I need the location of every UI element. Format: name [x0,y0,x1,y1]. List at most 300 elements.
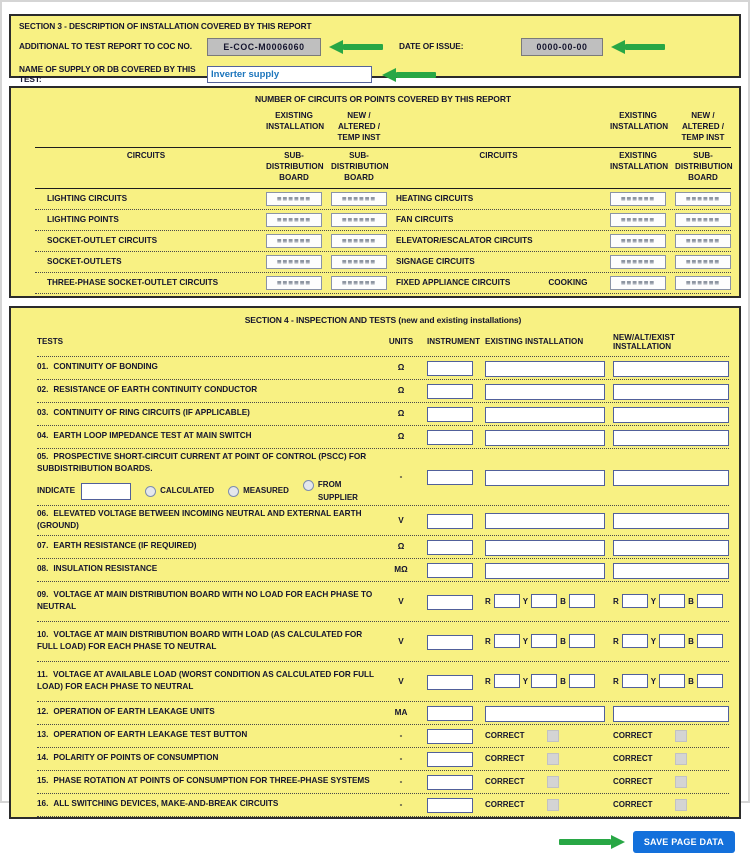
units-value: Ω [397,542,405,551]
supply-name-label: NAME OF SUPPLY OR DB COVERED BY THIS TEST: [19,63,196,84]
units-value: - [399,800,403,809]
test-label [37,451,375,503]
phase-label: R [485,676,491,686]
test-number: 05. [37,451,49,461]
test-number: 15. [37,776,49,786]
test-row [37,426,729,449]
units-value: V [398,596,404,606]
phase-label: R [613,636,619,646]
circuit-label [396,194,601,203]
arrow-right-icon [559,835,625,849]
pscc-option [145,486,214,497]
test-label [37,508,375,533]
phase-b-input[interactable] [569,634,595,648]
phase-r-input[interactable] [622,674,648,688]
existing-installation-input[interactable] [485,540,605,556]
circuits-header-row-2 [35,147,731,189]
instrument-input[interactable] [427,595,473,610]
new-correct-cell [613,776,729,788]
test-number: 12. [37,707,49,717]
phase-y-input[interactable] [531,594,557,608]
circuit-count-input[interactable]: ≡≡≡≡≡≡ [675,213,731,227]
test-number: 11. [37,669,48,679]
col-sub-distribution-board: SUB-DISTRIBUTION BOARD [331,150,389,182]
existing-phase-voltage-group [485,594,605,608]
circuit-count-input[interactable]: ≡≡≡≡≡≡ [331,255,387,269]
radio-button[interactable] [303,480,314,491]
circuit-label: SOCKET-OUTLET CIRCUITS [47,236,158,246]
existing-installation-input[interactable] [485,706,605,722]
tests-header-row [37,329,729,357]
test-label [37,361,375,373]
correct-checkbox[interactable] [675,776,687,788]
phase-y-input[interactable] [659,674,685,688]
phase-label: Y [650,636,657,646]
instrument-input[interactable] [427,706,473,721]
pscc-option-text: FROM [317,480,342,490]
test-row [37,536,729,559]
test-number: 01. [37,362,49,372]
existing-installation-input[interactable] [485,470,605,486]
instrument-input[interactable] [427,430,473,445]
existing-cell [485,704,605,722]
radio-button[interactable] [145,486,156,497]
circuit-count-input[interactable]: ≡≡≡≡≡≡ [266,213,322,227]
col-new-alt-exist-installation: NEW/ALT/EXIST INSTALLATION [613,332,675,351]
instrument-input[interactable] [427,563,473,578]
test-label [37,752,375,764]
arrow-left-icon [382,68,436,82]
test-number: 16. [37,799,49,809]
test-label-text: ELEVATED VOLTAGE BETWEEN INCOMING NEUTRAL AND EXTERNAL EARTH (GROUND) [37,508,362,531]
test-row [37,662,729,702]
section4-panel [9,306,741,819]
circuit-count-input[interactable]: ≡≡≡≡≡≡ [331,234,387,248]
test-number: 14. [37,753,49,763]
test-label [37,629,375,654]
phase-label: R [485,596,491,606]
instrument-cell [427,538,477,556]
test-label [37,798,375,810]
supply-name-input[interactable] [207,66,372,83]
phase-r-input[interactable] [494,594,520,608]
existing-phase-voltage-group [485,674,605,688]
test-label [37,589,375,614]
correct-checkbox[interactable] [547,753,559,765]
test-number: 06. [37,508,49,518]
existing-installation-input[interactable] [485,361,605,377]
phase-label: B [688,636,694,646]
col-sub-distribution-board: SUB-DISTRIBUTION BOARD [675,150,733,182]
pscc-option-label [318,480,358,503]
existing-installation-input[interactable] [485,563,605,579]
instrument-cell [427,672,477,690]
new-correct-cell [613,799,729,811]
col-new-altered-temp: NEW / ALTERED / TEMP INST [681,111,725,142]
test-label-text: PROSPECTIVE SHORT-CIRCUIT CURRENT AT POINT OF CONTROL (PSCC) FOR SUBDISTRIBUTION BOARDS. [37,451,367,473]
radio-button[interactable] [228,486,239,497]
phase-y-input[interactable] [659,634,685,648]
new-cell [613,428,729,446]
circuit-count-input[interactable]: ≡≡≡≡≡≡ [675,276,731,290]
existing-correct-cell [485,753,605,765]
instrument-input[interactable] [427,470,473,485]
phase-b-input[interactable] [697,634,723,648]
instrument-input[interactable] [427,407,473,422]
test-label [37,407,375,419]
phase-label: B [688,676,694,686]
circuit-label: LIGHTING POINTS [47,215,119,225]
test-label [37,430,375,442]
phase-label: R [613,676,619,686]
circuit-row [35,273,731,294]
col-tests: TESTS [37,337,64,347]
phase-r-input[interactable] [494,674,520,688]
existing-installation-input[interactable] [485,407,605,423]
pscc-option-text: CALCULATED [160,486,215,496]
save-page-data-button[interactable]: SAVE PAGE DATA [633,831,735,853]
instrument-cell [427,750,477,768]
phase-label: B [560,676,566,686]
test-label [37,384,375,396]
col-existing-installation: EXISTING INSTALLATION [610,111,669,131]
instrument-cell [427,592,477,610]
circuit-label [396,257,601,266]
date-of-issue-label: DATE OF ISSUE: [399,40,464,51]
phase-label: Y [522,596,529,606]
pscc-option [303,480,358,503]
arrow-left-icon [611,40,665,54]
test-label-text: CONTINUITY OF RING CIRCUITS (IF APPLICABLE) [53,408,250,418]
test-label-text: CONTINUITY OF BONDING [53,362,158,372]
instrument-input[interactable] [427,752,473,767]
phase-label: B [560,636,566,646]
test-number: 13. [37,730,49,740]
phase-label: R [613,596,619,606]
new-correct-cell [613,730,729,742]
test-number: 10. [37,629,49,639]
circuit-count-input[interactable]: ≡≡≡≡≡≡ [675,234,731,248]
phase-b-input[interactable] [569,594,595,608]
phase-b-input[interactable] [697,674,723,688]
test-row [37,702,729,725]
col-existing-installation: EXISTING INSTALLATION [610,150,669,171]
new-cell [613,704,729,722]
new-cell [613,382,729,400]
phase-label: Y [650,596,657,606]
col-new-altered-temp: NEW / ALTERED / TEMP INST [337,111,381,142]
existing-correct-cell [485,799,605,811]
new-alt-exist-installation-input[interactable] [613,361,729,377]
new-cell [613,359,729,377]
circuits-panel [9,86,741,298]
new-alt-exist-installation-input[interactable] [613,384,729,400]
pscc-option-label [160,486,214,496]
test-number: 02. [37,385,49,395]
new-alt-exist-installation-input[interactable] [613,513,729,529]
existing-installation-input[interactable] [485,384,605,400]
col-instrument: INSTRUMENT [427,337,481,347]
circuit-label: SOCKET-OUTLETS [47,257,122,267]
new-correct-cell [613,753,729,765]
phase-label: Y [522,636,529,646]
circuit-label-text: HEATING CIRCUITS [396,194,474,204]
circuit-row [35,252,731,273]
pscc-option [228,486,289,497]
col-existing-installation: EXISTING INSTALLATION [266,111,325,131]
correct-label: CORRECT [485,754,525,763]
pscc-option-text: MEASURED [243,486,289,496]
units-value: - [399,472,403,482]
units-value: V [398,636,404,646]
new-cell [613,561,729,579]
correct-label: CORRECT [613,754,653,763]
circuits-header-row-1 [35,107,731,147]
instrument-input[interactable] [427,361,473,376]
phase-y-input[interactable] [531,674,557,688]
save-row [9,827,741,853]
circuit-count-input[interactable]: ≡≡≡≡≡≡ [266,192,322,206]
circuit-label [396,278,601,287]
circuit-count-input[interactable]: ≡≡≡≡≡≡ [266,255,322,269]
coc-number-value: E-COC-M0006060 [207,38,321,56]
test-label-text: PHASE ROTATION AT POINTS OF CONSUMPTION FOR THREE-PHASE SYSTEMS [53,776,370,786]
existing-installation-input[interactable] [485,430,605,446]
test-label [37,563,375,575]
existing-cell [485,359,605,377]
new-cell [613,511,729,529]
phase-r-input[interactable] [494,634,520,648]
test-label-text: VOLTAGE AT MAIN DISTRIBUTION BOARD WITH NO LOAD FOR EACH PHASE TO NEUTRAL [37,589,373,611]
phase-label: B [688,596,694,606]
instrument-cell [427,727,477,745]
indicate-label: INDICATE [37,486,76,496]
existing-cell [485,538,605,556]
units-value: V [398,515,404,525]
test-label [37,729,375,741]
instrument-cell [427,511,477,529]
instrument-cell [427,382,477,400]
circuit-count-input[interactable]: ≡≡≡≡≡≡ [610,192,666,206]
existing-phase-voltage-group [485,634,605,648]
instrument-cell [427,428,477,446]
test-label [37,540,375,552]
instrument-cell [427,773,477,791]
instrument-cell [427,704,477,722]
new-alt-exist-installation-input[interactable] [613,430,729,446]
pscc-option-subtext: SUPPLIER [317,492,358,502]
existing-cell [485,468,605,486]
test-label [37,775,375,787]
new-cell [613,468,729,486]
existing-cell [485,561,605,579]
instrument-input[interactable] [427,514,473,529]
new-cell [613,405,729,423]
phase-r-input[interactable] [622,634,648,648]
instrument-cell [427,405,477,423]
units-value: - [399,777,403,786]
circuit-count-input[interactable]: ≡≡≡≡≡≡ [266,234,322,248]
units-value: Ω [397,386,405,396]
units-value: MΩ [394,565,408,574]
test-label-text: OPERATION OF EARTH LEAKAGE TEST BUTTON [53,730,248,740]
new-alt-exist-installation-input[interactable] [613,563,729,579]
new-phase-voltage-group [613,674,729,688]
phase-r-input[interactable] [622,594,648,608]
correct-checkbox[interactable] [675,799,687,811]
test-label-text: ALL SWITCHING DEVICES, MAKE-AND-BREAK CIRCUITS [53,799,279,809]
existing-correct-cell [485,776,605,788]
circuit-label-note: COOKING [548,278,588,288]
instrument-input[interactable] [427,540,473,555]
circuit-label-text: ELEVATOR/ESCALATOR CIRCUITS [396,236,533,246]
test-row [37,357,729,380]
test-row [37,622,729,662]
units-value: V [398,676,404,686]
new-phase-voltage-group [613,594,729,608]
new-alt-exist-installation-input[interactable] [613,706,729,722]
new-alt-exist-installation-input[interactable] [613,470,729,486]
units-value: - [399,731,403,740]
circuit-label-text: SIGNAGE CIRCUITS [396,257,475,267]
col-units: UNITS [388,337,414,347]
test-row [37,582,729,622]
correct-label: CORRECT [485,777,525,786]
test-row [37,748,729,771]
test-label-text: EARTH LOOP IMPEDANCE TEST AT MAIN SWITCH [53,431,252,441]
circuit-count-input[interactable]: ≡≡≡≡≡≡ [610,276,666,290]
test-label-text: OPERATION OF EARTH LEAKAGE UNITS [53,707,215,717]
circuit-label: LIGHTING CIRCUITS [47,194,128,204]
instrument-input[interactable] [427,384,473,399]
col-circuits: CIRCUITS [479,150,518,160]
phase-y-input[interactable] [531,634,557,648]
correct-checkbox[interactable] [547,730,559,742]
test-number: 03. [37,408,49,418]
existing-cell [485,428,605,446]
pscc-option-label [243,486,289,496]
instrument-cell [427,632,477,650]
existing-installation-input[interactable] [485,513,605,529]
phase-b-input[interactable] [569,674,595,688]
test-number: 09. [37,589,49,599]
circuit-count-input[interactable]: ≡≡≡≡≡≡ [610,234,666,248]
instrument-cell [427,796,477,814]
col-sub-distribution-board: SUB-DISTRIBUTION BOARD [266,150,324,182]
units-value: - [399,754,403,763]
new-cell [613,538,729,556]
circuit-row [35,231,731,252]
circuit-row [35,189,731,210]
circuit-count-input[interactable]: ≡≡≡≡≡≡ [675,255,731,269]
phase-b-input[interactable] [697,594,723,608]
circuit-label [396,215,601,224]
test-label-text: VOLTAGE AT MAIN DISTRIBUTION BOARD WITH LOAD (AS CALCULATED FOR FULL LOAD) FOR EACH PHASE TO NEUTRAL [37,629,363,651]
test-label-text: VOLTAGE AT AVAILABLE LOAD (WORST CONDITION AS CALCULATED FOR FULL LOAD) FOR EACH PHASE TO NEUTRAL [37,669,374,691]
section4-title: SECTION 4 - INSPECTION AND TESTS (new and existing installations) [244,314,522,325]
units-value: Ω [397,432,405,442]
col-circuits: CIRCUITS [126,150,166,160]
test-number: 08. [37,564,49,574]
existing-cell [485,405,605,423]
new-phase-voltage-group [613,634,729,648]
instrument-cell [427,561,477,579]
section3-title: SECTION 3 - DESCRIPTION OF INSTALLATION COVERED BY THIS REPORT [19,21,312,31]
instrument-cell [427,468,477,486]
phase-label: Y [522,676,529,686]
circuit-count-input[interactable]: ≡≡≡≡≡≡ [331,192,387,206]
new-alt-exist-installation-input[interactable] [613,540,729,556]
instrument-input[interactable] [427,635,473,650]
circuit-count-input[interactable]: ≡≡≡≡≡≡ [331,276,387,290]
circuit-label-text: FIXED APPLIANCE CIRCUITS [396,278,511,288]
phase-label: R [485,636,491,646]
date-of-issue-value: 0000-00-00 [521,38,603,56]
circuit-row [35,210,731,231]
existing-cell [485,511,605,529]
circuit-count-input[interactable]: ≡≡≡≡≡≡ [331,213,387,227]
correct-label: CORRECT [613,731,653,740]
arrow-left-icon [329,40,383,54]
test-label-text: EARTH RESISTANCE (IF REQUIRED) [53,541,197,551]
instrument-input[interactable] [427,798,473,813]
units-value: Ω [397,409,405,419]
instrument-input[interactable] [427,729,473,744]
units-value: Ω [397,363,405,373]
correct-checkbox[interactable] [675,753,687,765]
existing-correct-cell [485,730,605,742]
phase-label: Y [650,676,657,686]
correct-checkbox[interactable] [547,799,559,811]
correct-label: CORRECT [485,731,525,740]
circuit-label: THREE-PHASE SOCKET-OUTLET CIRCUITS [47,278,219,288]
correct-label: CORRECT [485,800,525,809]
correct-checkbox[interactable] [547,776,559,788]
phase-y-input[interactable] [659,594,685,608]
circuit-count-input[interactable]: ≡≡≡≡≡≡ [610,213,666,227]
test-row [37,771,729,794]
section3-panel [9,14,741,84]
test-row [37,725,729,748]
existing-cell [485,382,605,400]
phase-label: B [560,596,566,606]
circuit-count-input[interactable]: ≡≡≡≡≡≡ [266,276,322,290]
test-label-text: INSULATION RESISTANCE [53,564,158,574]
test-label [37,706,375,718]
test-row [37,794,729,817]
instrument-input[interactable] [427,675,473,690]
test-label-text: RESISTANCE OF EARTH CONTINUITY CONDUCTOR [53,385,258,395]
units-value: MA [394,708,408,717]
instrument-input[interactable] [427,775,473,790]
coc-number-label: ADDITIONAL TO TEST REPORT TO COC NO. [19,40,192,51]
circuit-count-input[interactable]: ≡≡≡≡≡≡ [675,192,731,206]
new-alt-exist-installation-input[interactable] [613,407,729,423]
circuits-title: NUMBER OF CIRCUITS OR POINTS COVERED BY THIS REPORT [255,94,511,104]
test-row [37,559,729,582]
circuit-count-input[interactable]: ≡≡≡≡≡≡ [610,255,666,269]
test-row [37,403,729,426]
test-label-text: POLARITY OF POINTS OF CONSUMPTION [53,753,219,763]
indicate-input[interactable] [81,483,131,500]
correct-label: CORRECT [613,800,653,809]
circuit-label [396,236,601,245]
test-number: 04. [37,431,49,441]
instrument-cell [427,359,477,377]
test-row [37,380,729,403]
correct-checkbox[interactable] [675,730,687,742]
col-existing-installation: EXISTING INSTALLATION [485,337,584,347]
